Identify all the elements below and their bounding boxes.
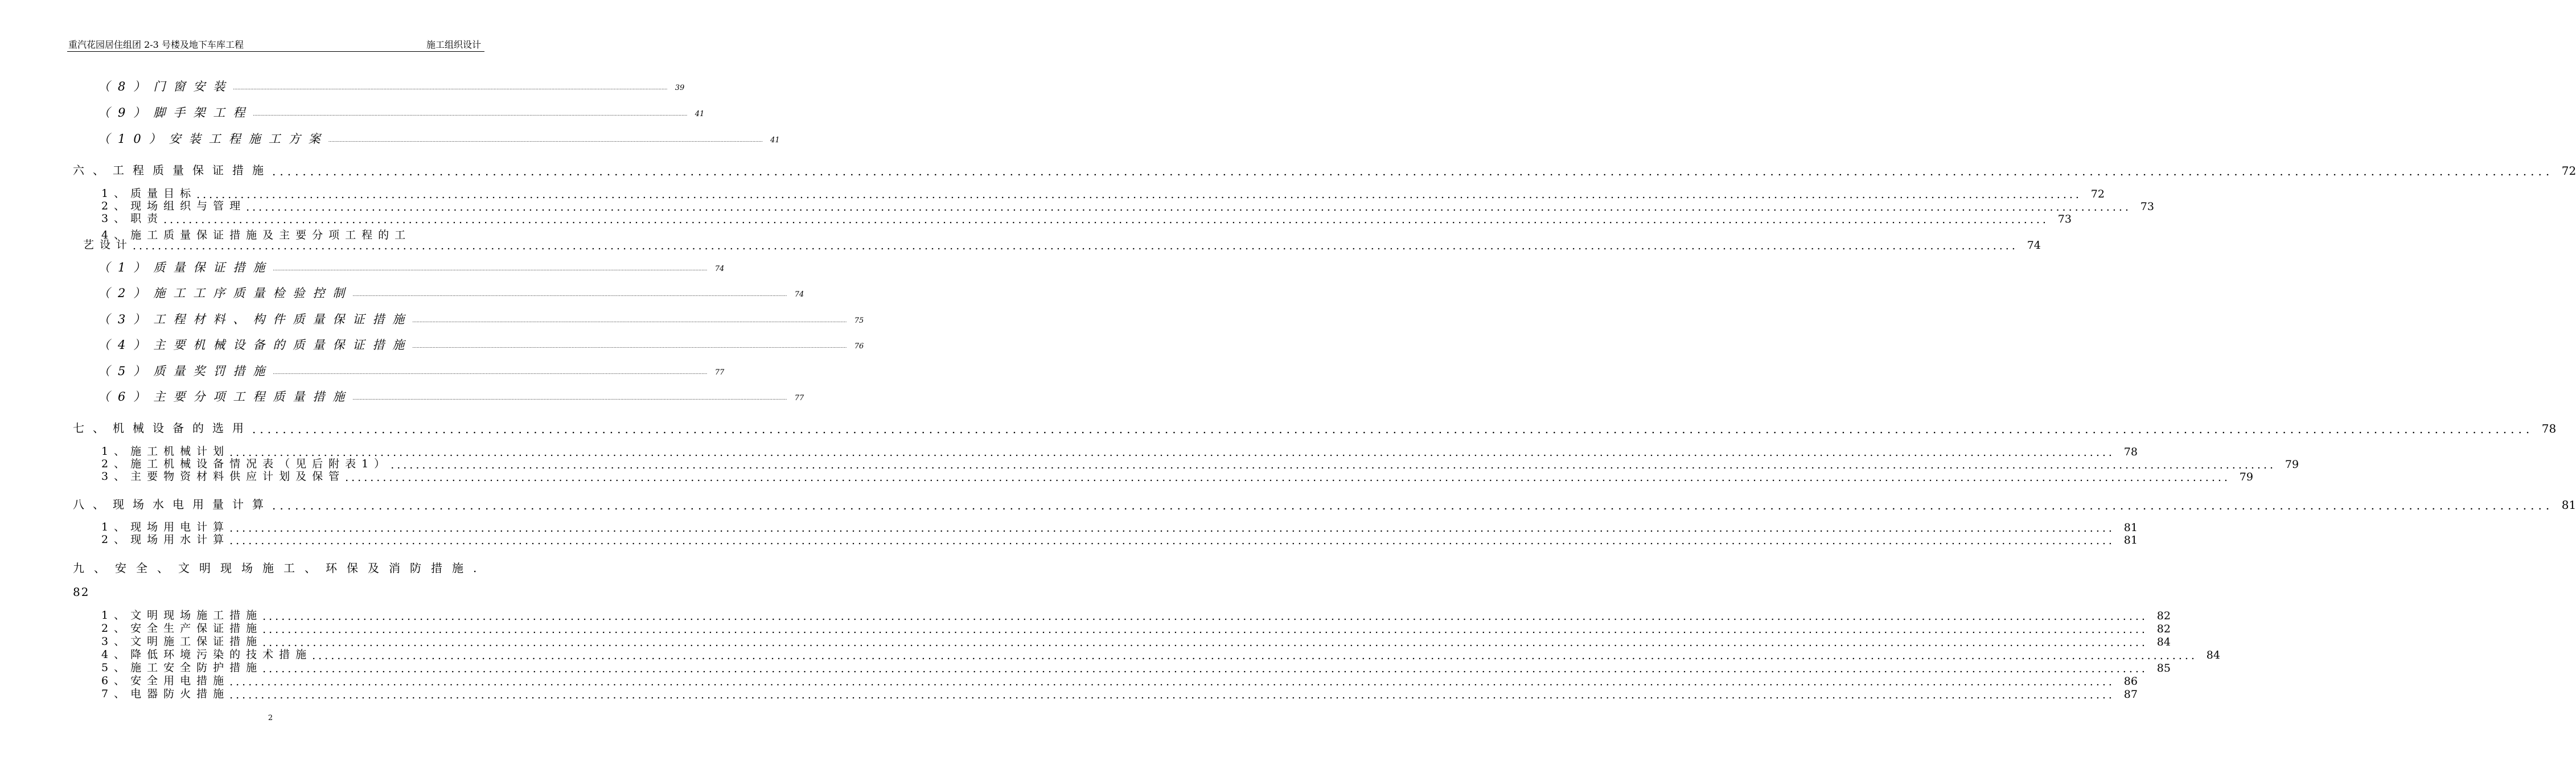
toc-leader: ............................................................................................................................................................................................................................................................................................................	[253, 112, 688, 117]
toc-entry-text: 3、文明施工保证措施	[101, 635, 263, 648]
toc-entry-page: 41	[695, 110, 705, 118]
toc-section[interactable]	[73, 418, 2557, 436]
toc-leader: ............................................................................................................................................................................................................................................................................................................	[262, 623, 2148, 636]
toc-entry[interactable]	[101, 533, 2138, 547]
toc-entry-page: 79	[2239, 471, 2253, 483]
toc-leader: ............................................................................................................................................................................................................................................................................................................	[273, 266, 708, 272]
toc-entry-page: 77	[794, 394, 804, 402]
toc-entry-text: （6）主要分项工程质量措施	[98, 390, 353, 404]
toc-entry-page: 75	[854, 316, 864, 325]
toc-section-page: 82	[73, 585, 90, 599]
toc-entry-page: 74	[2027, 239, 2041, 252]
toc-leader: ............................................................................................................................................................................................................................................................................................................	[352, 292, 787, 297]
toc-leader: ............................................................................................................................................................................................................................................................................................................	[262, 636, 2148, 649]
toc-leader: ............................................................................................................................................................................................................................................................................................................	[412, 344, 847, 349]
toc-leader: ............................................................................................................................................................................................................................................................................................................	[262, 610, 2148, 623]
toc-entry-text: 2、施工机械设备情况表（见后附表1）	[101, 458, 391, 470]
toc-entry-page: 76	[854, 342, 864, 351]
toc-entry-page: 87	[2123, 688, 2138, 701]
page-number: 2	[268, 714, 273, 722]
toc-leader: ............................................................................................................................................................................................................................................................................................................	[163, 213, 2049, 226]
toc-leader: ............................................................................................................................................................................................................................................................................................................	[328, 138, 763, 143]
toc-section-page: 72	[2561, 164, 2576, 178]
toc-entry-text: （4）主要机械设备的质量保证措施	[98, 338, 413, 352]
toc-entry-text: （5）质量奖罚措施	[98, 364, 273, 378]
toc-entry-text: 2、现场组织与管理	[101, 200, 246, 212]
toc-entry[interactable]	[83, 238, 2041, 252]
toc-leader: ............................................................................................................................................................................................................................................................................................................	[273, 370, 708, 375]
toc-entry-page: 82	[2156, 623, 2171, 635]
toc-entry-page: 82	[2156, 610, 2171, 622]
toc-entry-text: 1、文明现场施工措施	[101, 609, 263, 622]
toc-entry[interactable]	[98, 336, 864, 353]
toc-entry-page: 39	[675, 84, 685, 92]
toc-section-text: 八、现场水电用量计算	[73, 497, 272, 511]
toc-leader: ............................................................................................................................................................................................................................................................................................................	[391, 459, 2277, 471]
toc-entry-page: 85	[2156, 662, 2171, 674]
toc-entry-page: 72	[2090, 188, 2105, 200]
toc-leader: ............................................................................................................................................................................................................................................................................................................	[252, 422, 2534, 436]
toc-leader: ............................................................................................................................................................................................................................................................................................................	[345, 471, 2230, 484]
toc-entry-text: 5、施工安全防护措施	[101, 661, 263, 674]
toc-entry-text: 1、现场用电计算	[101, 521, 230, 533]
toc-entry-page: 73	[2057, 213, 2072, 225]
toc-entry-page: 84	[2156, 636, 2171, 648]
toc-entry-page: 84	[2206, 649, 2220, 661]
toc-entry-page: 77	[714, 368, 725, 377]
toc-entry-page: 74	[794, 290, 804, 299]
toc-leader: ............................................................................................................................................................................................................................................................................................................	[352, 396, 787, 401]
toc-leader: ............................................................................................................................................................................................................................................................................................................	[272, 164, 2554, 178]
toc-leader: ............................................................................................................................................................................................................................................................................................................	[262, 663, 2148, 675]
toc-entry-text: 6、安全用电措施	[101, 674, 230, 687]
toc-section-text: 六、工程质量保证措施	[73, 163, 272, 177]
toc-section[interactable]	[73, 161, 2576, 178]
toc-entry-text: 艺设计	[83, 238, 133, 251]
toc-leader: ............................................................................................................................................................................................................................................................................................................	[229, 534, 2115, 547]
toc-section-page: 81	[2561, 498, 2576, 512]
toc-entry-page: 41	[770, 136, 780, 145]
toc-leader: ............................................................................................................................................................................................................................................................................................................	[133, 240, 2018, 252]
toc-leader: ............................................................................................................................................................................................................................................................................................................	[233, 85, 668, 91]
toc-entry-page: 73	[2140, 200, 2154, 213]
toc-section-wrapped-line[interactable]: 九、安全、文明现场施工、环保及消防措施.	[73, 561, 487, 575]
toc-entry[interactable]	[98, 130, 780, 147]
toc-entry[interactable]	[98, 388, 804, 405]
toc-entry-text: （9）脚手架工程	[98, 106, 253, 120]
toc-entry-text: 2、现场用水计算	[101, 533, 230, 546]
toc-entry[interactable]	[98, 258, 725, 275]
toc-entry-text: 2、安全生产保证措施	[101, 622, 263, 635]
page-header	[67, 36, 484, 52]
toc-leader: ............................................................................................................................................................................................................................................................................................................	[272, 499, 2554, 512]
toc-entry-text: 1、质量目标	[101, 187, 197, 200]
toc-entry[interactable]	[101, 470, 2253, 484]
toc-entry-text: 3、主要物资材料供应计划及保管	[101, 470, 346, 483]
toc-leader: ............................................................................................................................................................................................................................................................................................................	[229, 676, 2115, 688]
toc-entry-text: 7、电器防火措施	[101, 688, 230, 700]
toc-entry-page: 81	[2123, 534, 2138, 546]
toc-entry-wrapped-line[interactable]: 4、施工质量保证措施及主要分项工程的工	[101, 229, 412, 241]
toc-entry-text: 3、职责	[101, 212, 164, 225]
toc-entry-text: （2）施工工序质量检验控制	[98, 286, 353, 300]
toc-entry-text: （10）安装工程施工方案	[98, 132, 328, 146]
toc-entry[interactable]	[98, 77, 685, 94]
toc-entry-page: 81	[2123, 521, 2138, 534]
toc-entry-page: 86	[2123, 675, 2138, 688]
toc-leader: ............................................................................................................................................................................................................................................................................................................	[229, 522, 2115, 534]
toc-entry-text: （1）质量保证措施	[98, 261, 273, 274]
toc-section[interactable]	[73, 495, 2576, 512]
toc-section-text: 七、机械设备的选用	[73, 421, 252, 435]
header-document-type: 施工组织设计	[426, 39, 481, 50]
toc-entry-text: （8）门窗安装	[98, 80, 233, 93]
toc-entry[interactable]	[98, 362, 725, 379]
toc-entry[interactable]	[101, 688, 2138, 701]
toc-entry-text: 1、施工机械计划	[101, 445, 230, 458]
toc-entry-page: 79	[2285, 458, 2299, 471]
toc-entry-page: 78	[2123, 446, 2138, 458]
toc-entry[interactable]	[98, 310, 864, 327]
toc-entry-text: 4、降低环境污染的技术措施	[101, 648, 313, 661]
toc-section-page: 78	[2541, 422, 2557, 435]
toc-entry[interactable]	[98, 104, 705, 121]
toc-leader: ............................................................................................................................................................................................................................................................................................................	[412, 318, 847, 323]
toc-entry-text: （3）工程材料、构件质量保证措施	[98, 312, 413, 326]
header-project-title: 重汽花园居住组团 2-3 号楼及地下车库工程	[68, 39, 244, 50]
toc-entry[interactable]	[98, 284, 804, 301]
toc-leader: ............................................................................................................................................................................................................................................................................................................	[196, 188, 2082, 201]
toc-entry-page: 74	[714, 265, 725, 273]
toc-leader: ............................................................................................................................................................................................................................................................................................................	[312, 649, 2197, 662]
toc-leader: ............................................................................................................................................................................................................................................................................................................	[229, 689, 2115, 701]
toc-leader: ............................................................................................................................................................................................................................................................................................................	[229, 446, 2115, 459]
toc-leader: ............................................................................................................................................................................................................................................................................................................	[246, 201, 2131, 213]
toc-entry[interactable]	[101, 212, 2072, 226]
